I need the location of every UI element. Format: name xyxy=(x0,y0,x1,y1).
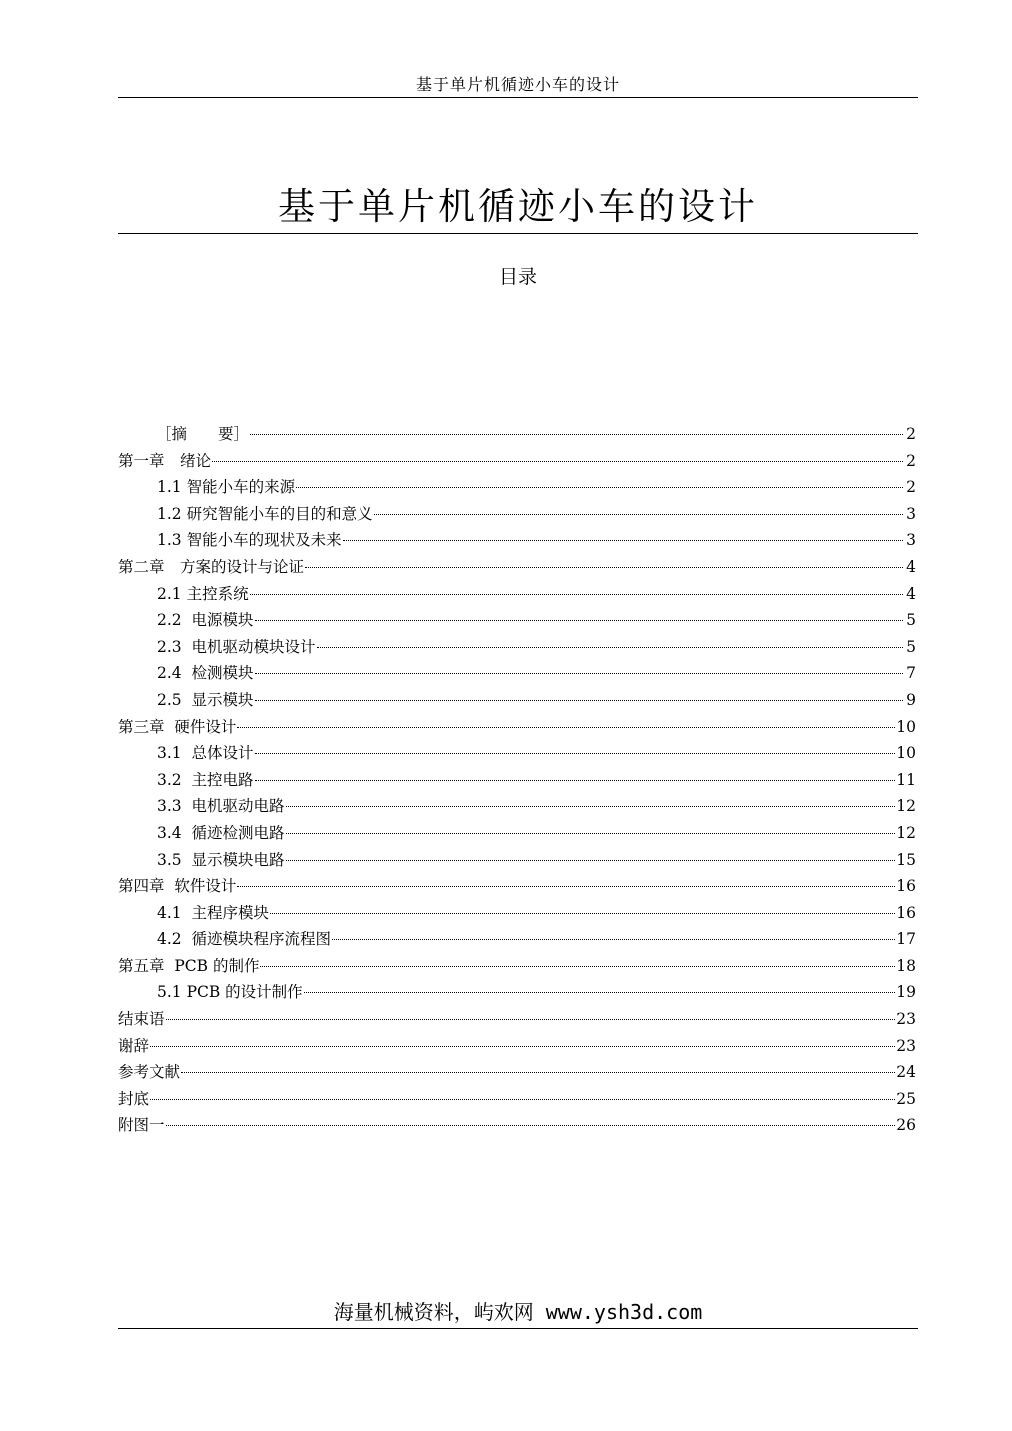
toc-entry[interactable] xyxy=(118,502,916,529)
toc-entry-label: ［摘 要］ xyxy=(156,425,250,443)
toc-dot-leader xyxy=(255,620,903,621)
toc-entry[interactable] xyxy=(118,954,916,981)
toc-dot-leader xyxy=(270,913,895,914)
toc-entry-page-number: 10 xyxy=(896,717,916,736)
toc-dot-leader xyxy=(166,1125,896,1126)
toc-entry-label: 参考文献 xyxy=(118,1063,181,1082)
toc-entry[interactable] xyxy=(118,715,916,742)
toc-entry-label: 附图一 xyxy=(118,1116,165,1135)
toc-dot-leader xyxy=(166,1019,896,1020)
toc-entry-page-number: 2 xyxy=(906,451,916,470)
footer-watermark-text: 海量机械资料，屿欢网 www.ysh3d.com xyxy=(333,1300,703,1324)
toc-entry-label: 2.3 电机驱动模块设计 xyxy=(157,637,316,656)
toc-entry-label: 3.5 显示模块电路 xyxy=(157,850,285,869)
toc-entry-page-number: 3 xyxy=(906,504,916,523)
toc-entry-page-number: 18 xyxy=(896,956,916,975)
toc-entry[interactable] xyxy=(118,741,916,768)
toc-entry[interactable] xyxy=(118,422,916,449)
toc-entry[interactable] xyxy=(118,1007,916,1034)
running-header: 基于单片机循迹小车的设计 xyxy=(415,75,620,94)
toc-entry-page-number: 2 xyxy=(906,425,916,443)
toc-dot-leader xyxy=(250,434,903,435)
toc-entry-label: 2.5 显示模块 xyxy=(157,690,254,709)
footer-rule xyxy=(118,1328,918,1329)
toc-entry-page-number: 4 xyxy=(906,557,916,576)
toc-dot-leader xyxy=(181,1072,895,1073)
toc-entry[interactable] xyxy=(118,821,916,848)
toc-entry[interactable] xyxy=(118,1113,916,1140)
toc-dot-leader xyxy=(260,966,895,967)
toc-entry-page-number: 11 xyxy=(896,770,916,789)
toc-entry-label: 5.1 PCB 的设计制作 xyxy=(157,983,303,1002)
title-rule xyxy=(118,233,918,234)
table-of-contents xyxy=(118,422,916,1140)
toc-entry-page-number: 24 xyxy=(896,1063,916,1082)
toc-entry-label: 3.2 主控电路 xyxy=(157,770,254,789)
toc-entry[interactable] xyxy=(118,980,916,1007)
toc-entry[interactable] xyxy=(118,528,916,555)
toc-entry[interactable] xyxy=(118,582,916,609)
toc-entry[interactable] xyxy=(118,555,916,582)
toc-dot-leader xyxy=(237,727,895,728)
toc-entry-label: 2.4 检测模块 xyxy=(157,664,254,683)
toc-entry-label: 4.2 循迹模块程序流程图 xyxy=(157,930,332,949)
toc-entry-label: 第二章 方案的设计与论证 xyxy=(118,557,305,576)
toc-entry-page-number: 10 xyxy=(896,744,916,763)
toc-entry-page-number: 2 xyxy=(906,478,916,497)
toc-dot-leader xyxy=(332,939,895,940)
toc-entry[interactable] xyxy=(118,475,916,502)
toc-entry-page-number: 9 xyxy=(906,690,916,709)
toc-dot-leader xyxy=(343,540,903,541)
toc-entry-page-number: 25 xyxy=(896,1089,916,1108)
toc-dot-leader xyxy=(317,647,903,648)
toc-entry[interactable] xyxy=(118,608,916,635)
toc-entry-label: 4.1 主程序模块 xyxy=(157,903,270,922)
toc-entry-label: 谢辞 xyxy=(118,1036,150,1055)
toc-dot-leader xyxy=(237,886,895,887)
toc-entry-label: 1.3 智能小车的现状及未来 xyxy=(157,531,342,550)
toc-entry-page-number: 3 xyxy=(906,531,916,550)
toc-entry-page-number: 5 xyxy=(906,637,916,656)
toc-entry[interactable] xyxy=(118,768,916,795)
toc-dot-leader xyxy=(374,514,903,515)
toc-entry[interactable] xyxy=(118,794,916,821)
toc-entry-page-number: 26 xyxy=(896,1116,916,1135)
toc-entry[interactable] xyxy=(118,449,916,476)
toc-entry[interactable] xyxy=(118,901,916,928)
toc-entry[interactable] xyxy=(118,1034,916,1061)
toc-heading: 目录 xyxy=(498,266,537,288)
toc-entry-page-number: 16 xyxy=(896,877,916,896)
toc-dot-leader xyxy=(255,673,903,674)
toc-entry[interactable] xyxy=(118,874,916,901)
toc-entry-page-number: 17 xyxy=(896,930,916,949)
toc-entry-label: 结束语 xyxy=(118,1010,165,1029)
toc-dot-leader xyxy=(286,833,896,834)
toc-dot-leader xyxy=(255,700,903,701)
toc-entry-page-number: 16 xyxy=(896,903,916,922)
toc-entry[interactable] xyxy=(118,848,916,875)
toc-entry-label: 第三章 硬件设计 xyxy=(118,717,237,736)
toc-entry-label: 3.4 循迹检测电路 xyxy=(157,823,285,842)
toc-entry-page-number: 23 xyxy=(896,1010,916,1029)
toc-dot-leader xyxy=(304,992,896,993)
toc-dot-leader xyxy=(255,753,896,754)
toc-entry-label: 第四章 软件设计 xyxy=(118,877,237,896)
toc-entry-label: 第五章 PCB 的制作 xyxy=(118,956,260,975)
toc-dot-leader xyxy=(150,1099,895,1100)
toc-entry-page-number: 12 xyxy=(896,823,916,842)
toc-entry[interactable] xyxy=(118,635,916,662)
toc-entry[interactable] xyxy=(118,927,916,954)
toc-entry-label: 1.1 智能小车的来源 xyxy=(157,478,296,497)
toc-entry-page-number: 23 xyxy=(896,1036,916,1055)
toc-entry-label: 封底 xyxy=(118,1089,150,1108)
toc-entry[interactable] xyxy=(118,688,916,715)
header-rule xyxy=(118,97,918,98)
toc-dot-leader xyxy=(150,1046,895,1047)
toc-entry-label: 3.1 总体设计 xyxy=(157,744,254,763)
toc-dot-leader xyxy=(286,860,896,861)
toc-entry[interactable] xyxy=(118,1060,916,1087)
document-title: 基于单片机循迹小车的设计 xyxy=(278,185,758,228)
toc-entry-page-number: 5 xyxy=(906,611,916,630)
toc-entry-page-number: 19 xyxy=(896,983,916,1002)
toc-dot-leader xyxy=(212,461,903,462)
toc-dot-leader xyxy=(286,806,896,807)
toc-entry[interactable] xyxy=(118,1087,916,1114)
toc-entry-label: 3.3 电机驱动电路 xyxy=(157,797,285,816)
toc-entry-label: 1.2 研究智能小车的目的和意义 xyxy=(157,504,373,523)
toc-entry-page-number: 12 xyxy=(896,797,916,816)
toc-entry-label: 2.2 电源模块 xyxy=(157,611,254,630)
toc-dot-leader xyxy=(250,594,903,595)
toc-entry-page-number: 15 xyxy=(896,850,916,869)
toc-dot-leader xyxy=(305,567,903,568)
toc-entry-page-number: 4 xyxy=(906,584,916,603)
toc-entry[interactable] xyxy=(118,661,916,688)
toc-entry-label: 2.1 主控系统 xyxy=(157,584,249,603)
toc-dot-leader xyxy=(296,487,903,488)
toc-dot-leader xyxy=(255,780,896,781)
toc-entry-page-number: 7 xyxy=(906,664,916,683)
toc-entry-label: 第一章 绪论 xyxy=(118,451,212,470)
